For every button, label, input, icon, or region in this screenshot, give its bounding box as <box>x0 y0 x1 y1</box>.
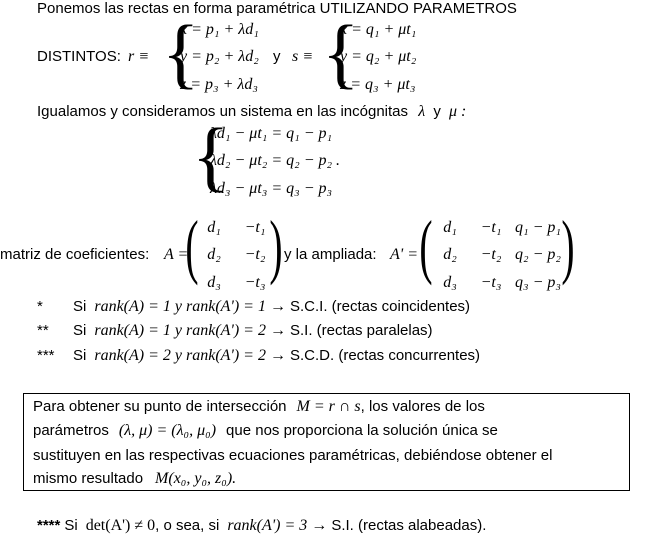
case-si: Si <box>73 298 87 315</box>
heading: Ponemos las rectas en forma paramétrica UTILIZANDO PARAMETROS <box>37 0 517 17</box>
igualamos-text: Igualamos y consideramos un sistema en las incógnitas <box>37 103 409 120</box>
r-eq3: z = p₃ + λd₃ <box>180 76 258 93</box>
note-text: que nos proporciona la solución única se <box>226 422 498 439</box>
s-name: s ≡ <box>292 48 314 65</box>
system-eq2: λd₂ − μt₂ = q₂ − p₂ . <box>210 152 341 169</box>
case-si: Si <box>73 347 87 364</box>
s-eq3: z = q₃ + μt₃ <box>340 76 416 93</box>
lambda-symbol: λ <box>418 103 426 120</box>
case-result: S.C.D. (rectas concurrentes) <box>289 347 481 364</box>
r-eq2: y = p₂ + λd₂ <box>180 48 259 65</box>
A-eq: A = <box>164 246 189 263</box>
system-eq1: λd₁ − μt₁ = q₁ − p₁ <box>210 125 333 142</box>
note-line-2 <box>33 422 498 440</box>
note-line-3: sustituyen en las respectivas ecuaciones paramétricas, debiéndose obtener el <box>33 447 553 464</box>
note-math: M = r ∩ s <box>296 398 361 415</box>
A-cell: d₁ <box>207 219 221 236</box>
note-math: M(x₀, y₀, z₀). <box>155 470 237 487</box>
note-math: (λ, μ) = (λ₀, μ₀) <box>118 422 217 439</box>
case-marker: ** <box>37 322 49 339</box>
last-line <box>37 517 486 535</box>
Ap-cell: d₂ <box>443 246 457 263</box>
note-line-4 <box>33 470 236 488</box>
y-conj: y <box>433 103 441 120</box>
case-row <box>37 322 433 340</box>
Ap-cell: −t₃ <box>480 274 502 291</box>
ampliada-label: y la ampliada: <box>284 246 377 263</box>
last-marker: **** <box>37 517 61 534</box>
r-name: r ≡ <box>128 48 150 65</box>
A-cell: −t₁ <box>244 219 266 236</box>
Ap-cell: d₁ <box>443 219 457 236</box>
note-text: Para obtener su punto de intersección <box>33 398 287 415</box>
note-text: parámetros <box>33 422 109 439</box>
note-text: , los valores de los <box>360 398 485 415</box>
case-si: Si <box>73 322 87 339</box>
A-right-paren: ) <box>269 206 283 286</box>
A-cell: −t₃ <box>244 274 266 291</box>
A-cell: −t₂ <box>244 246 266 263</box>
Ap-right-paren: ) <box>561 206 575 286</box>
igualamos-line <box>37 103 466 121</box>
s-brace: { <box>322 9 360 96</box>
case-marker: * <box>37 298 43 315</box>
A-cell: d₂ <box>207 246 221 263</box>
Ap-cell: d₃ <box>443 274 457 291</box>
s-eq1: x = q₁ + μt₁ <box>340 21 417 38</box>
case-result: S.I. (rectas paralelas) <box>289 322 433 339</box>
Ap-cell: q₁ − p₁ <box>515 219 561 236</box>
distintos-label: DISTINTOS: <box>37 48 121 65</box>
last-det: det(A') ≠ 0 <box>85 517 156 534</box>
case-result: S.C.I. (rectas coincidentes) <box>289 298 471 315</box>
last-si: Si <box>64 517 78 534</box>
A-cell: d₃ <box>207 274 221 291</box>
case-math: rank(A) = 1 y rank(A') = 1 → <box>94 298 286 315</box>
system-eq3: λd₃ − μt₃ = q₃ − p₃ <box>210 180 333 197</box>
matrix-label: matriz de coeficientes: <box>0 246 150 263</box>
last-rank: rank(A') = 3 → <box>227 517 328 534</box>
r-eq1: x = p₁ + λd₁ <box>180 21 259 38</box>
system-brace: { <box>192 112 230 199</box>
last-result: S.I. (rectas alabeadas). <box>331 517 487 534</box>
Ap-cell: q₃ − p₃ <box>515 274 561 291</box>
Ap-left-paren: ( <box>419 206 433 286</box>
case-row <box>37 298 470 316</box>
case-math: rank(A) = 1 y rank(A') = 2 → <box>94 322 286 339</box>
case-marker: *** <box>37 347 55 364</box>
note-text: mismo resultado <box>33 470 144 487</box>
Ap-cell: −t₂ <box>480 246 502 263</box>
case-row <box>37 347 480 365</box>
r-brace: { <box>162 9 200 96</box>
y-word: y <box>273 48 281 65</box>
Ap-eq: A' = <box>390 246 418 263</box>
case-math: rank(A) = 2 y rank(A') = 2 → <box>94 347 286 364</box>
last-mid: , o sea, si <box>155 517 220 534</box>
Ap-cell: −t₁ <box>480 219 502 236</box>
note-line-1 <box>33 398 485 416</box>
s-eq2: y = q₂ + μt₂ <box>340 48 417 65</box>
mu-symbol: μ : <box>448 103 467 120</box>
Ap-cell: q₂ − p₂ <box>515 246 561 263</box>
A-left-paren: ( <box>185 206 199 286</box>
